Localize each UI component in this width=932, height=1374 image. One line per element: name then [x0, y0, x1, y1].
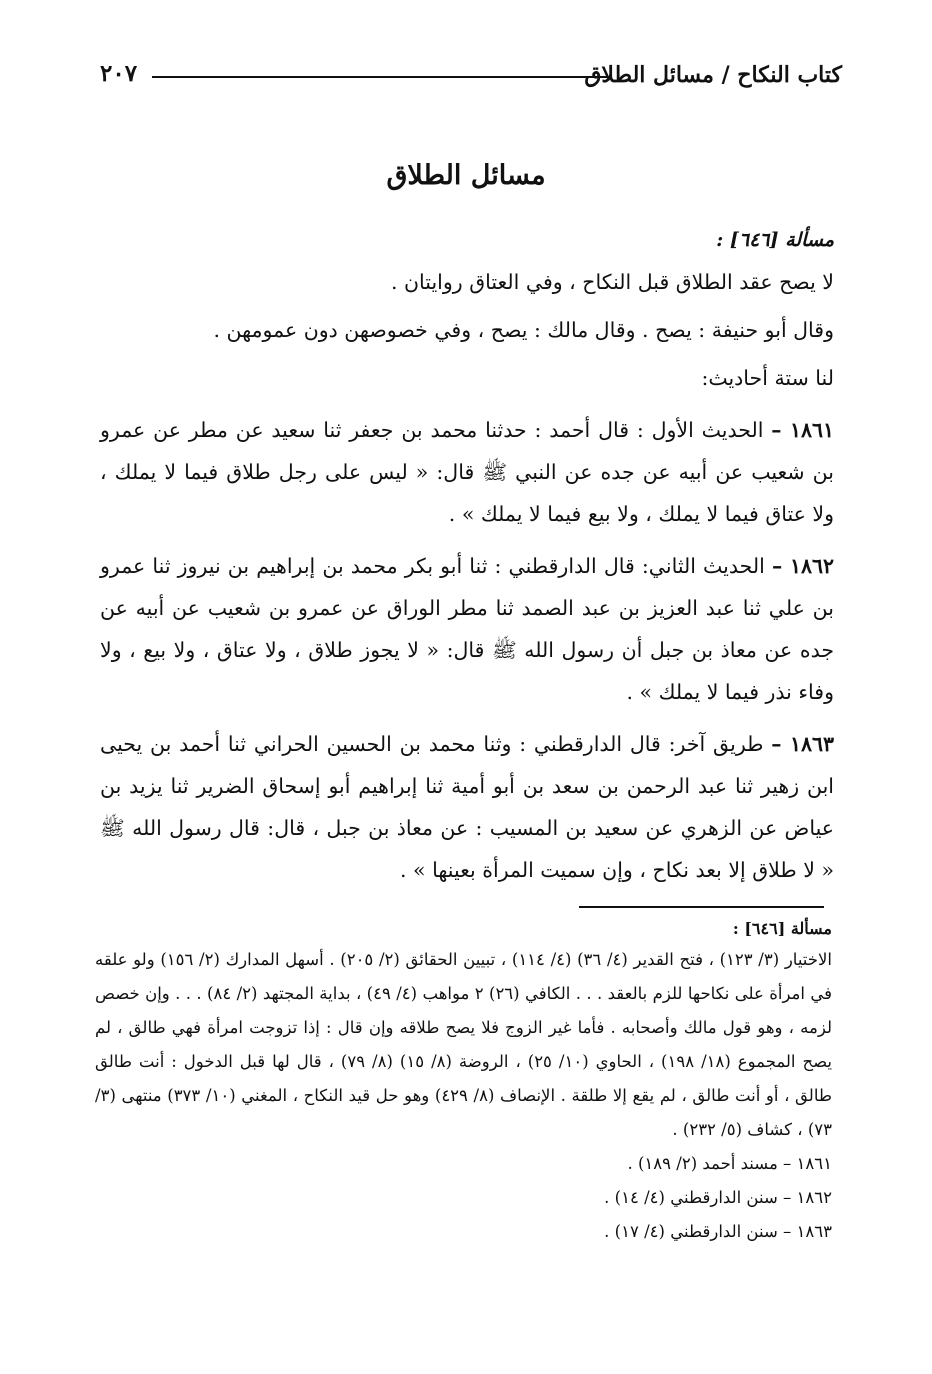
ruling-paragraph: لا يصح عقد الطلاق قبل النكاح ، وفي العتاق روايتان .	[390, 270, 834, 294]
hadith-1862	[100, 545, 834, 713]
opinions-paragraph: وقال أبو حنيفة : يصح . وقال مالك : يصح ، وفي خصوصهن دون عمومهن .	[213, 318, 834, 342]
page-number: ٢٠٧	[100, 60, 138, 87]
footnote-sources: الاختيار (٣/ ١٢٣) ، فتح القدير (٤/ ٣٦) (٤/ ١١٤) ، تبيين الحقائق (٢/ ٢٠٥) . أسهل المدارك (٢/ ١٥٦) ولو علقه في امرأة على نكاحها للزم بالعقد . . . الكافي (٢٦) ٢ مواهب (٤/ ٤٩) ، بداية المجتهد (٢/ ٨٤) . . . وإن خصص لزمه ، وهو قول مالك وأصحابه . فأما غير الزوج فلا يصح طلاقه وإن قال : إذا تزوجت امرأة فهي طالق ، لم يصح المجموع (١٨/ ١٩٨) ، الحاوي (١٠/ ٢٥) ، الروضة (٨/ ١٥) (٨/ ٧٩) ، قال لها قبل الدخول : أنت طالق طالق ، أو أنت طالق ، لم يقع إلا طلقة . الإنصاف (٨/ ٤٢٩) وهو حل قيد النكاح ، المغني (١٠/ ٣٧٣) منتهى (٣/ ٧٣) ، كشاف (٥/ ٢٣٢) .	[95, 950, 833, 1139]
hadith-number: ١٨٦٢ –	[771, 554, 834, 578]
main-text	[100, 218, 834, 897]
hadith-1863	[100, 723, 834, 891]
footnote-ref-1861: ١٨٦١ – مسند أحمد (٢/ ١٨٩) .	[627, 1154, 832, 1173]
footnote-separator	[579, 906, 824, 908]
header-title: كتاب النكاح / مسائل الطلاق	[584, 62, 842, 88]
hadith-number: ١٨٦٣ –	[771, 732, 834, 756]
hadith-text: طريق آخر: قال الدارقطني : وثنا محمد بن الحسين الحراني ثنا أحمد بن يحيى ابن زهير ثنا عبد الرحمن بن سعد بن أبو أمية ثنا إبراهيم أبو إسحاق الضرير ثنا يزيد بن عياض عن الزهري عن سعيد بن المسيب : عن معاذ بن جبل ، قال: قال رسول الله ﷺ « لا طلاق إلا بعد نكاح ، وإن سميت المرأة بعينها » .	[100, 732, 834, 882]
footnote-ref-1862: ١٨٦٢ – سنن الدارقطني (٤/ ١٤) .	[604, 1188, 832, 1207]
hadith-text: الحديث الأول : قال أحمد : حدثنا محمد بن جعفر ثنا سعيد عن مطر عن عمرو بن شعيب عن أبيه عن جده عن النبي ﷺ قال: « ليس على رجل طلاق فيما لا يملك ، ولا عتاق فيما لا يملك ، ولا بيع فيما لا يملك » .	[100, 418, 834, 526]
running-header	[100, 60, 842, 100]
header-rule	[152, 76, 612, 78]
evidence-intro: لنا ستة أحاديث:	[701, 366, 834, 390]
hadith-number: ١٨٦١ –	[771, 418, 835, 442]
section-title: مسائل الطلاق	[386, 160, 546, 191]
footnote-heading: مسألة [٦٤٦] :	[732, 919, 832, 938]
hadith-1861	[100, 409, 834, 535]
hadith-text: الحديث الثاني: قال الدارقطني : ثنا أبو بكر محمد بن إبراهيم بن نيروز ثنا عمرو بن علي ثنا عبد العزيز بن عبد الصمد ثنا مطر الوراق عن عمرو بن شعيب عن أبيه عن جده عن معاذ بن جبل أن رسول الله ﷺ قال: « لا يجوز طلاق ، ولا عتاق ، ولا بيع ، ولا وفاء نذر فيما لا يملك » .	[100, 554, 834, 704]
masala-label	[100, 218, 834, 261]
footnote-ref-1863: ١٨٦٣ – سنن الدارقطني (٤/ ١٧) .	[604, 1222, 832, 1241]
footnotes	[95, 915, 832, 1249]
masala-label-text: مسألة [٦٤٦] :	[716, 229, 834, 251]
